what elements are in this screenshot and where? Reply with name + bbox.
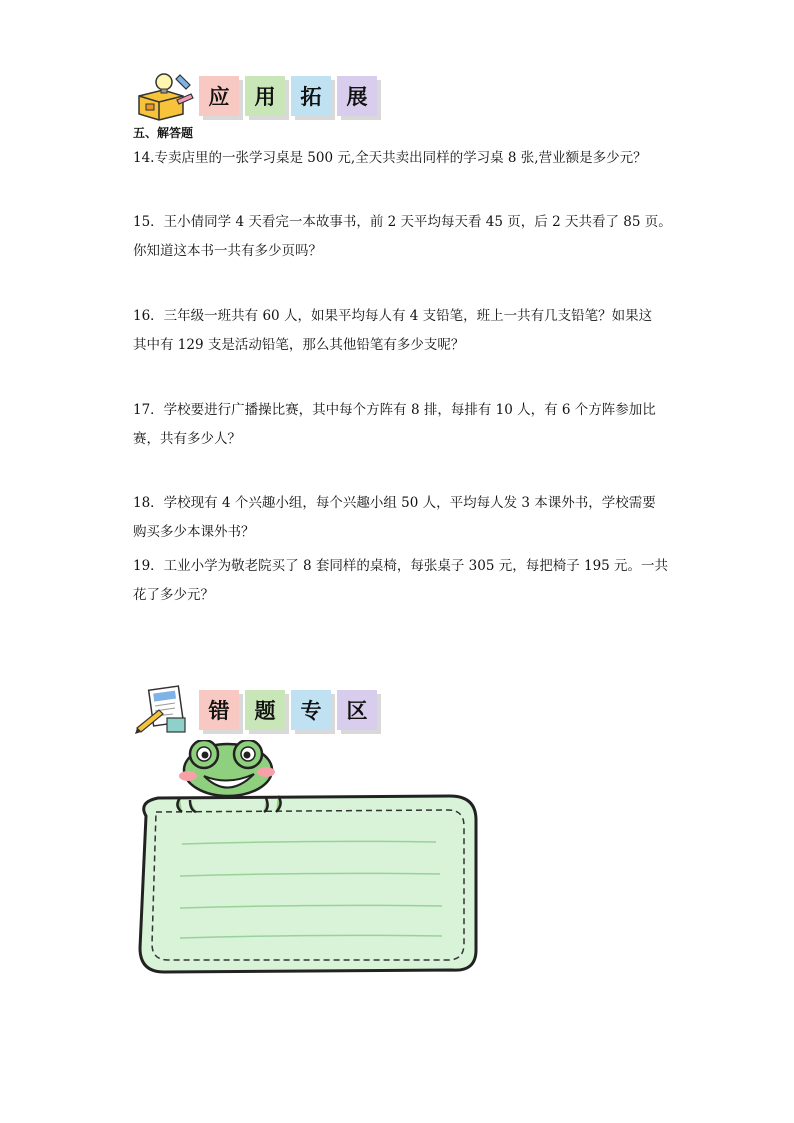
notebook-pencil-icon <box>133 684 195 736</box>
question-15 <box>133 208 672 266</box>
question-line: 18．学校现有 4 个兴趣小组，每个兴趣小组 50 人，平均每人发 3 本课外书，学校需要 <box>133 495 656 511</box>
question-14 <box>133 144 647 173</box>
banner-tile-2: 题 <box>245 690 285 730</box>
banner-tile-2: 用 <box>245 76 285 116</box>
toolbox-lightbulb-icon <box>133 70 195 122</box>
banner-tile-1: 应 <box>199 76 239 116</box>
question-16 <box>133 302 652 360</box>
question-line: 你知道这本书一共有多少页吗？ <box>133 243 322 259</box>
question-line: 其中有 129 支是活动铅笔，那么其他铅笔有多少支呢？ <box>133 337 465 353</box>
question-line: 19．工业小学为敬老院买了 8 套同样的桌椅，每张桌子 305 元，每把椅子 195 元。一共 <box>133 558 669 574</box>
question-line: 16．三年级一班共有 60 人，如果平均每人有 4 支铅笔，班上一共有几支铅笔？如果这 <box>133 308 653 324</box>
question-line: 购买多少本课外书？ <box>133 524 255 540</box>
banner-tile-3: 专 <box>291 690 331 730</box>
question-line: 15．王小倩同学 4 天看完一本故事书，前 2 天平均每天看 45 页，后 2 天共看了 85 页。 <box>133 214 672 230</box>
question-line: 赛，共有多少人？ <box>133 431 241 447</box>
question-line: 花了多少元？ <box>133 587 214 603</box>
question-17 <box>133 396 656 454</box>
banner-tile-3: 拓 <box>291 76 331 116</box>
banner-tile-1: 错 <box>199 690 239 730</box>
banner-tile-4: 展 <box>337 76 377 116</box>
note-box <box>130 740 490 980</box>
section-title: 五、解答题 <box>133 126 194 140</box>
banner-mistakes-zone <box>133 684 383 736</box>
question-19 <box>133 552 668 610</box>
question-18 <box>133 489 656 547</box>
question-line: 14.专卖店里的一张学习桌是 500 元,全天共卖出同样的学习桌 8 张,营业额是多少元？ <box>133 150 647 166</box>
banner-tile-4: 区 <box>337 690 377 730</box>
question-line: 17．学校要进行广播操比赛，其中每个方阵有 8 排，每排有 10 人，有 6 个方阵参加比 <box>133 402 656 418</box>
banner-application-extension <box>133 70 383 122</box>
frog-note-illustration <box>130 740 490 980</box>
